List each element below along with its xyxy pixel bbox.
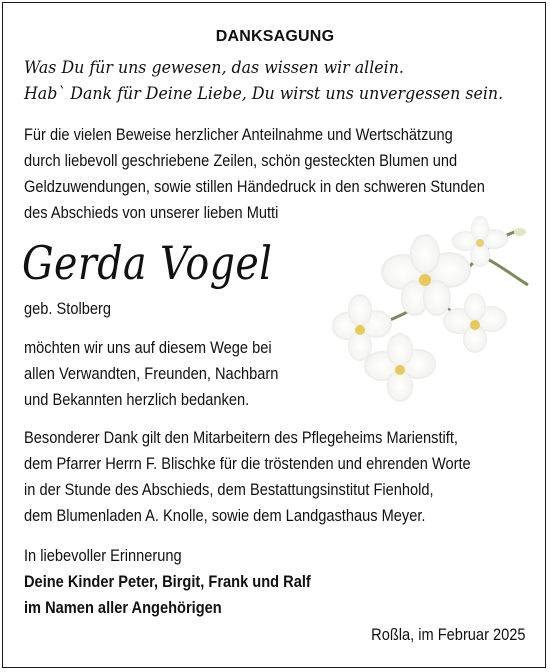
thanks-line-2: allen Verwandten, Freunden, Nachbarn xyxy=(24,364,279,383)
signers-line-1: Deine Kinder Peter, Birgit, Frank und Ralf xyxy=(24,572,311,591)
special-line-1: Besonderer Dank gilt den Mitarbeitern des Pflegeheims Marienstift, xyxy=(24,428,458,447)
intro-line-3: Geldzuwendungen, sowie stillen Händedruck in den schweren Stunden xyxy=(24,177,485,196)
deceased-name: Gerda Vogel xyxy=(22,236,273,290)
special-line-3: in der Stunde des Abschieds, dem Bestattungsinstitut Fienhold, xyxy=(24,480,434,499)
notice-heading: DANKSAGUNG xyxy=(215,28,335,45)
orchid-icon xyxy=(330,210,530,410)
thanks-line-1: möchten wir uns auf diesem Wege bei xyxy=(24,338,272,357)
intro-line-2: durch liebevoll geschriebene Zeilen, schön gesteckten Blumen und xyxy=(24,151,458,170)
signers-line-2: im Namen aller Angehörigen xyxy=(24,598,222,617)
intro-line-4: des Abschieds von unserer lieben Mutti xyxy=(24,203,279,222)
place-and-date: Roßla, im Februar 2025 xyxy=(371,625,526,644)
special-line-4: dem Blumenladen A. Knolle, sowie dem Landgasthaus Meyer. xyxy=(24,506,426,525)
thanks-line-3: und Bekannten herzlich bedanken. xyxy=(24,390,250,409)
verse-line-1: Was Du für uns gewesen, das wissen wir allein. xyxy=(24,58,404,78)
special-line-2: dem Pfarrer Herrn F. Blischke für die tröstenden und ehrenden Worte xyxy=(24,454,471,473)
maiden-name: geb. Stolberg xyxy=(24,299,111,318)
intro-line-1: Für die vielen Beweise herzlicher Anteilnahme und Wertschätzung xyxy=(24,125,453,144)
closing-phrase: In liebevoller Erinnerung xyxy=(24,546,182,565)
verse-line-2: Hab` Dank für Deine Liebe, Du wirst uns unvergessen sein. xyxy=(24,84,504,104)
